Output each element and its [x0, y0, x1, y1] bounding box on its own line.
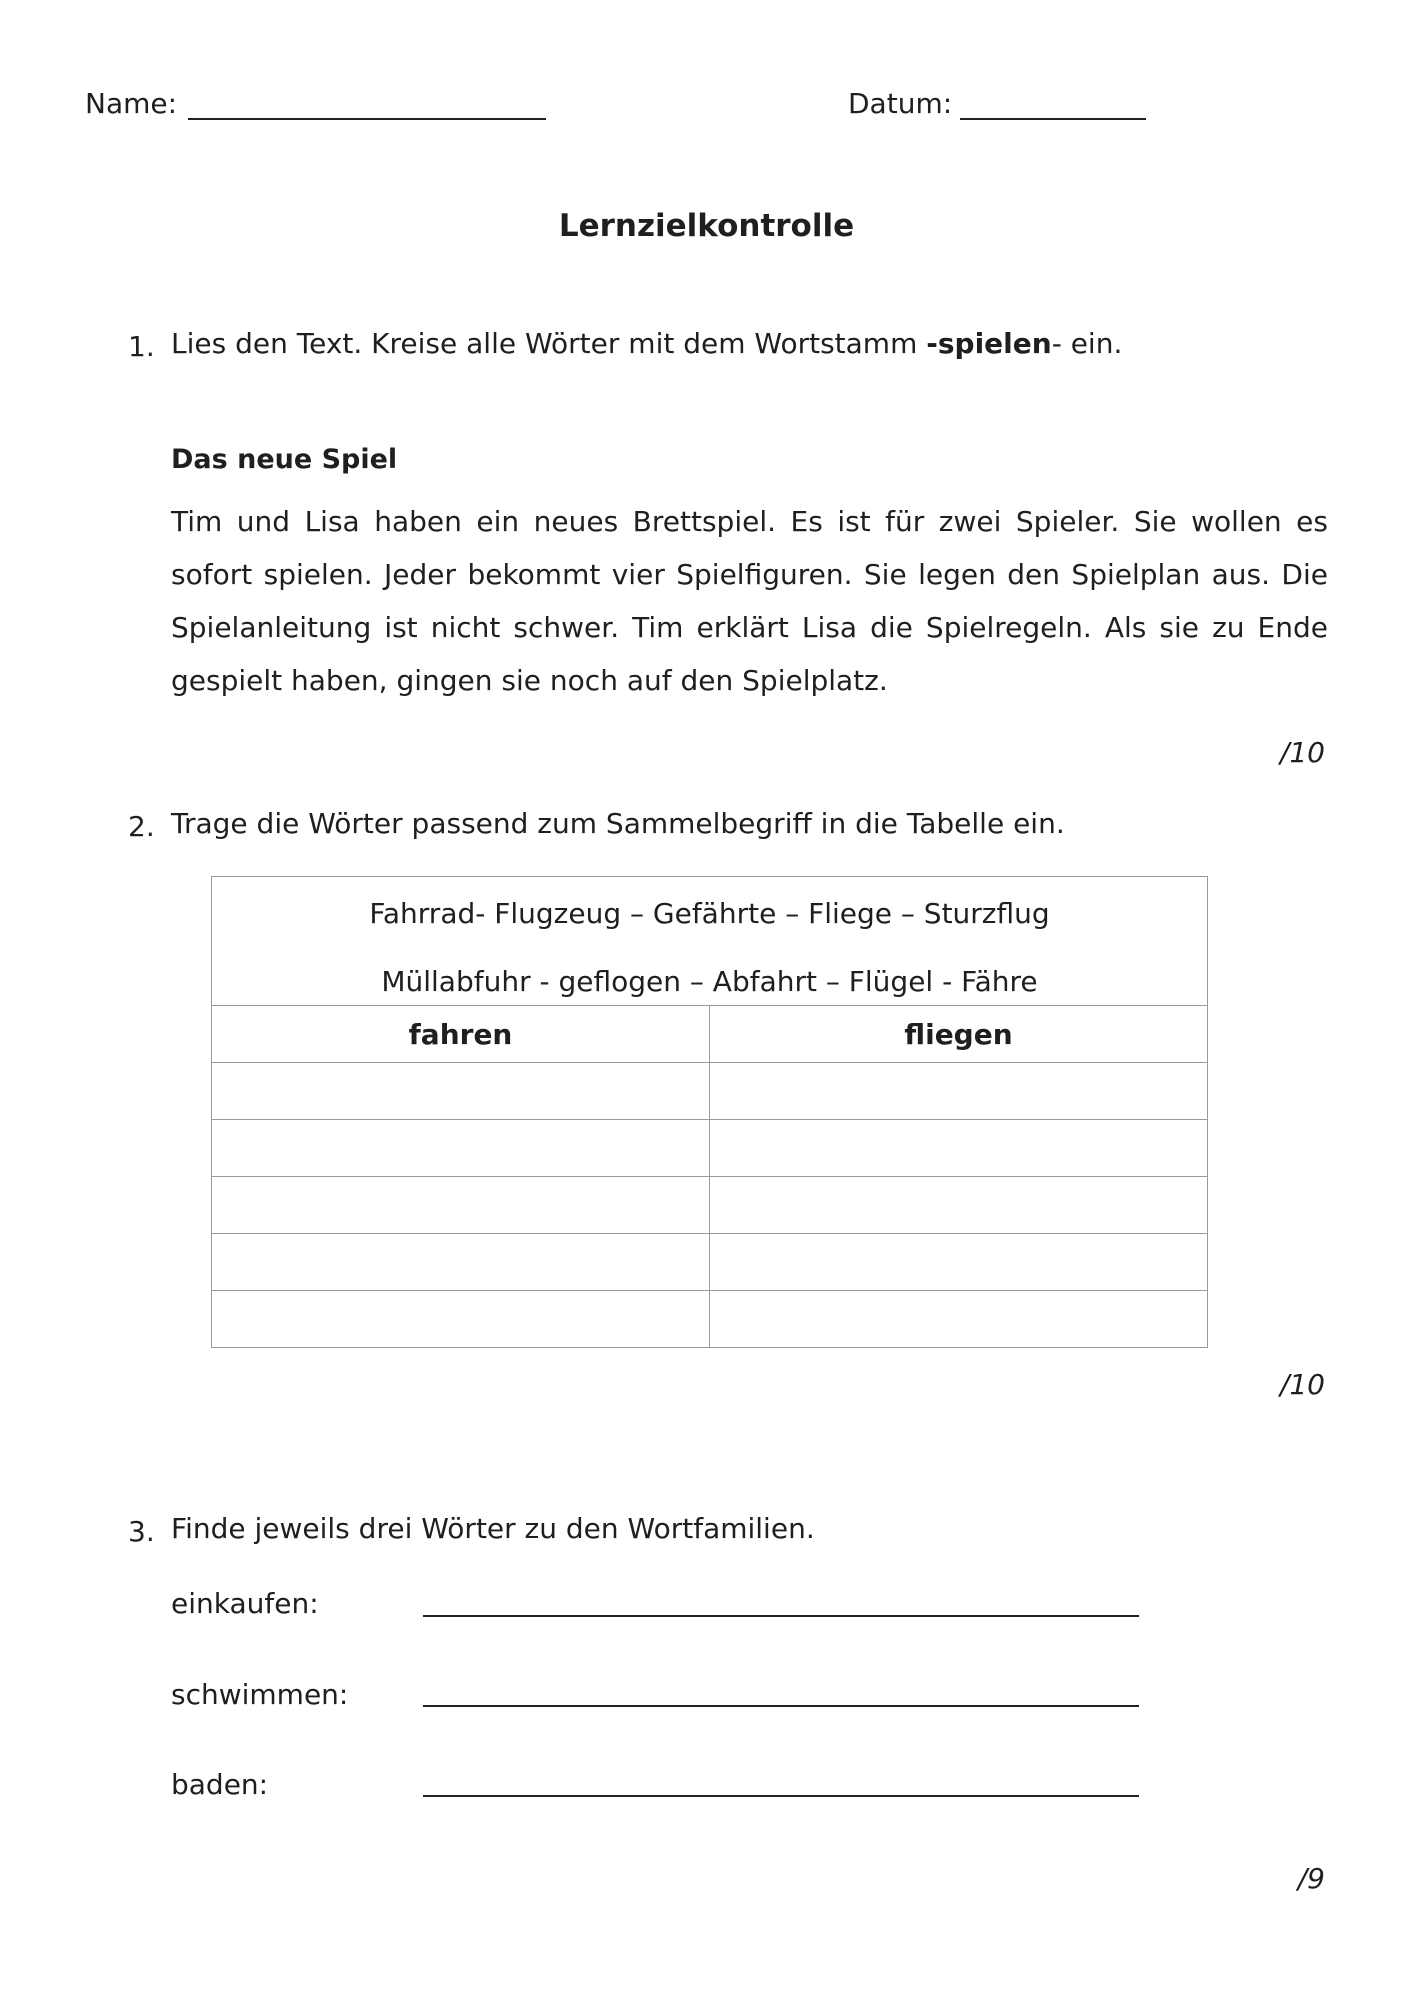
table-row	[212, 1120, 1208, 1177]
fahren-cell[interactable]	[212, 1177, 710, 1234]
fahren-cell[interactable]	[212, 1234, 710, 1291]
task2-score: /10	[1279, 1368, 1325, 1401]
answer-line-baden[interactable]	[423, 1795, 1139, 1797]
column-header-fahren: fahren	[212, 1006, 710, 1063]
word-bank-line-2: Müllabfuhr - geflogen – Abfahrt – Flügel - Fähre	[381, 965, 1038, 998]
task1-score: /10	[1279, 736, 1325, 769]
task1-text-after: - ein.	[1051, 327, 1123, 360]
table-row	[212, 1291, 1208, 1348]
answer-line-einkaufen[interactable]	[423, 1615, 1139, 1617]
column-header-fliegen: fliegen	[710, 1006, 1208, 1063]
fahren-cell[interactable]	[212, 1120, 710, 1177]
task1-text-before: Lies den Text. Kreise alle Wörter mit dem Wortstamm	[171, 327, 927, 360]
fliegen-cell[interactable]	[710, 1063, 1208, 1120]
task1-text-bold: -spielen	[926, 327, 1052, 360]
word-bank	[212, 877, 1208, 1006]
task3-instruction: Finde jeweils drei Wörter zu den Wortfamilien.	[171, 1512, 815, 1545]
task1-instruction	[171, 327, 1123, 360]
fliegen-cell[interactable]	[710, 1177, 1208, 1234]
word-table	[211, 876, 1208, 1348]
row-label-baden: baden:	[171, 1768, 269, 1801]
task2-instruction: Trage die Wörter passend zum Sammelbegriff in die Tabelle ein.	[171, 807, 1065, 840]
word-bank-line-1: Fahrrad- Flugzeug – Gefährte – Fliege – Sturzflug	[369, 897, 1050, 930]
fliegen-cell[interactable]	[710, 1120, 1208, 1177]
table-row	[212, 1234, 1208, 1291]
page-title: Lernzielkontrolle	[558, 208, 855, 244]
fliegen-cell[interactable]	[710, 1291, 1208, 1348]
name-label: Name:	[85, 87, 178, 120]
date-line[interactable]	[960, 118, 1146, 120]
task1-number: 1.	[128, 330, 155, 363]
task3-number: 3.	[128, 1515, 155, 1548]
answer-line-schwimmen[interactable]	[423, 1705, 1139, 1707]
fahren-cell[interactable]	[212, 1063, 710, 1120]
table-row	[212, 1177, 1208, 1234]
table-row	[212, 1063, 1208, 1120]
date-label: Datum:	[848, 87, 953, 120]
row-label-schwimmen: schwimmen:	[171, 1678, 349, 1711]
task2-number: 2.	[128, 810, 155, 843]
fahren-cell[interactable]	[212, 1291, 710, 1348]
fliegen-cell[interactable]	[710, 1234, 1208, 1291]
name-line[interactable]	[188, 118, 546, 120]
story-text: Tim und Lisa haben ein neues Brettspiel. Es ist für zwei Spieler. Sie wollen es sofort spielen. Jeder bekommt vier Spielfiguren. Sie legen den Spielplan aus. Die Spielanleitung ist nicht schwer. Tim erklärt Lisa die Spielregeln. Als sie zu Ende gespielt haben, gingen sie noch auf den Spielplatz.	[171, 505, 1328, 697]
story-title: Das neue Spiel	[171, 444, 398, 475]
task3-score: /9	[1297, 1862, 1325, 1895]
row-label-einkaufen: einkaufen:	[171, 1587, 319, 1620]
